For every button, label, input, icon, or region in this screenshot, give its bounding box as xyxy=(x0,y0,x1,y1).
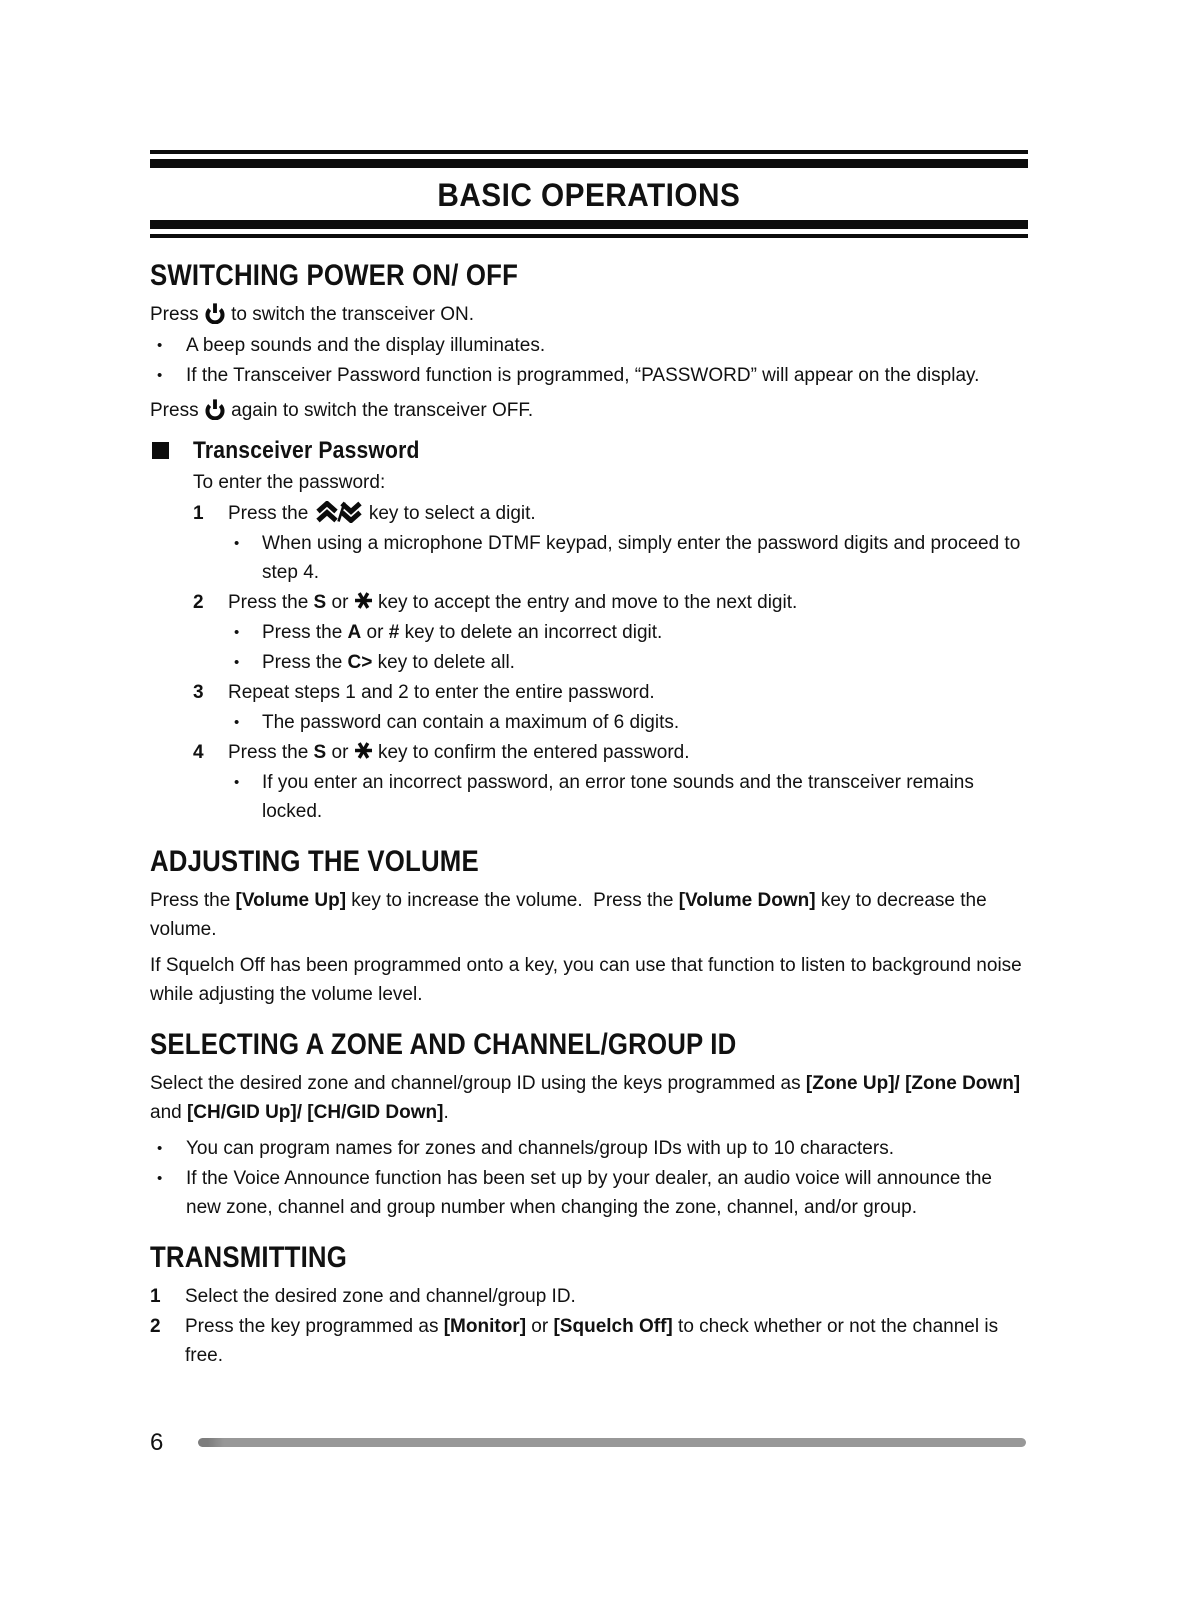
bullet-marker: • xyxy=(157,1170,163,1187)
header-rule-thick-bottom xyxy=(150,220,1028,229)
bullet-marker: • xyxy=(234,714,240,731)
bullet-marker: • xyxy=(234,774,240,791)
bullet-text: The password can contain a maximum of 6 digits. xyxy=(262,712,680,733)
bullet-item xyxy=(150,331,1028,360)
text-run: or xyxy=(326,592,354,613)
text-run: key to increase the volume. Press the xyxy=(346,890,679,911)
power-icon xyxy=(204,398,226,420)
step-text xyxy=(228,499,1028,528)
key-label: [Zone Up]/ [Zone Down] xyxy=(805,1073,1021,1094)
text-run: Select the desired zone and channel/group ID using the keys programmed as xyxy=(150,1073,806,1094)
bullet-text: If you enter an incorrect password, an error tone sounds and the transceiver remains locked. xyxy=(262,772,974,822)
password-steps xyxy=(193,468,1028,826)
page-footer xyxy=(150,1428,1028,1457)
step-item xyxy=(193,499,1028,528)
text-run: again to switch the transceiver OFF. xyxy=(225,400,534,421)
step-item xyxy=(193,678,1028,707)
text-run: Press the xyxy=(228,503,314,524)
key-label: C> xyxy=(347,652,373,673)
paragraph-zone-1 xyxy=(150,1069,1028,1127)
bullet-item xyxy=(150,361,1028,390)
power-icon xyxy=(204,302,226,324)
key-label: A xyxy=(347,622,362,643)
step-number: 2 xyxy=(150,1316,161,1337)
subsection-heading-transceiver-password xyxy=(150,438,1028,463)
key-label: [Volume Up] xyxy=(235,890,347,911)
bullet-text: You can program names for zones and channels/group IDs with up to 10 characters. xyxy=(186,1138,894,1159)
square-bullet-icon xyxy=(152,442,169,459)
sub-bullet-item xyxy=(228,708,1028,737)
footer-divider-bar xyxy=(198,1438,1026,1447)
sub-bullet-item xyxy=(228,529,1028,587)
step-text xyxy=(228,738,1028,767)
text-run: key to decrease the volume. xyxy=(150,890,987,940)
text-run: to switch the transceiver ON. xyxy=(225,304,475,325)
text-run: key to delete all. xyxy=(372,652,515,673)
bullet-text: If the Transceiver Password function is programmed, “PASSWORD” will appear on the display. xyxy=(186,365,980,386)
section-heading-transmitting: TRANSMITTING xyxy=(150,1241,347,1274)
text-run: Press the xyxy=(262,652,348,673)
sub-bullet-item xyxy=(228,618,1028,647)
chevron-up-down-keys-icon xyxy=(314,501,364,523)
key-label: [Volume Down] xyxy=(678,890,816,911)
page-number: 6 xyxy=(150,1429,164,1456)
bullet-text xyxy=(262,648,1028,677)
step-item xyxy=(150,1312,1028,1370)
asterisk-key-icon xyxy=(354,741,373,760)
section-heading-zone: SELECTING A ZONE AND CHANNEL/GROUP ID xyxy=(150,1028,737,1061)
text-run: key to confirm the entered password. xyxy=(372,742,690,763)
step-text: Select the desired zone and channel/group ID. xyxy=(185,1286,576,1307)
step-number: 1 xyxy=(193,503,204,524)
page-title-wrap xyxy=(150,168,1028,220)
step-number: 4 xyxy=(193,742,204,763)
section-heading-volume: ADJUSTING THE VOLUME xyxy=(150,845,479,878)
text-run: Press the xyxy=(262,622,348,643)
header-rule-thin-bottom xyxy=(150,234,1028,238)
step-item xyxy=(193,738,1028,767)
text-run: Press the key programmed as xyxy=(185,1316,444,1337)
text-run: key to accept the entry and move to the next digit. xyxy=(372,592,798,613)
paragraph-volume-2: If Squelch Off has been programmed onto a key, you can use that function to listen to background noise while adjusting the volume level. xyxy=(150,955,1022,1005)
text-run: Press the xyxy=(228,592,314,613)
key-label: S xyxy=(313,742,327,763)
step-text xyxy=(185,1312,1028,1370)
text-run: . xyxy=(443,1102,449,1123)
asterisk-key-icon xyxy=(354,591,373,610)
bullet-marker: • xyxy=(234,624,240,641)
page-content xyxy=(150,150,1028,1371)
paragraph-password-intro: To enter the password: xyxy=(193,472,386,493)
text-run: key to select a digit. xyxy=(363,503,536,524)
text-run: or xyxy=(326,742,354,763)
bullet-text: If the Voice Announce function has been set up by your dealer, an audio voice will announce the new zone, channel and group number when changing the zone, channel, and/or group. xyxy=(186,1168,992,1218)
paragraph-volume-1 xyxy=(150,886,1028,944)
bullet-marker: • xyxy=(234,654,240,671)
bullet-text: When using a microphone DTMF keypad, simply enter the password digits and proceed to step 4. xyxy=(262,533,1021,583)
bullet-marker: • xyxy=(234,535,240,552)
section-heading-power: SWITCHING POWER ON/ OFF xyxy=(150,259,519,292)
text-run: Press xyxy=(150,304,204,325)
subsection-heading-text: Transceiver Password xyxy=(193,437,420,464)
text-run: or xyxy=(526,1316,554,1337)
text-run: or xyxy=(361,622,389,643)
key-label: [Monitor] xyxy=(443,1316,527,1337)
key-label: S xyxy=(313,592,327,613)
bullet-text: A beep sounds and the display illuminates. xyxy=(186,335,546,356)
step-text: Repeat steps 1 and 2 to enter the entire password. xyxy=(228,682,655,703)
bullet-text xyxy=(262,618,1028,647)
header-rule-thick-top xyxy=(150,159,1028,168)
sub-bullet-item xyxy=(228,648,1028,677)
bullet-marker: • xyxy=(157,367,163,384)
step-item xyxy=(193,588,1028,617)
text-run: and xyxy=(150,1102,187,1123)
step-text xyxy=(228,588,1028,617)
bullet-marker: • xyxy=(157,337,163,354)
bullet-marker: • xyxy=(157,1140,163,1157)
step-number: 1 xyxy=(150,1286,161,1307)
page-title: BASIC OPERATIONS xyxy=(437,177,741,213)
paragraph-power-off xyxy=(150,396,1028,425)
text-run: Press the xyxy=(150,890,236,911)
step-number: 2 xyxy=(193,592,204,613)
text-run: to check whether or not the channel is free. xyxy=(185,1316,999,1366)
key-label: [CH/GID Up]/ [CH/GID Down] xyxy=(186,1102,444,1123)
key-label: [Squelch Off] xyxy=(553,1316,673,1337)
text-run: Press the xyxy=(228,742,314,763)
text-run: Press xyxy=(150,400,204,421)
step-item xyxy=(150,1282,1028,1311)
text-run: key to delete an incorrect digit. xyxy=(399,622,663,643)
step-number: 3 xyxy=(193,682,204,703)
paragraph-power-on xyxy=(150,300,1028,329)
bullet-item xyxy=(150,1164,1028,1222)
key-label: # xyxy=(388,622,400,643)
sub-bullet-item xyxy=(228,768,1028,826)
bullet-item xyxy=(150,1134,1028,1163)
